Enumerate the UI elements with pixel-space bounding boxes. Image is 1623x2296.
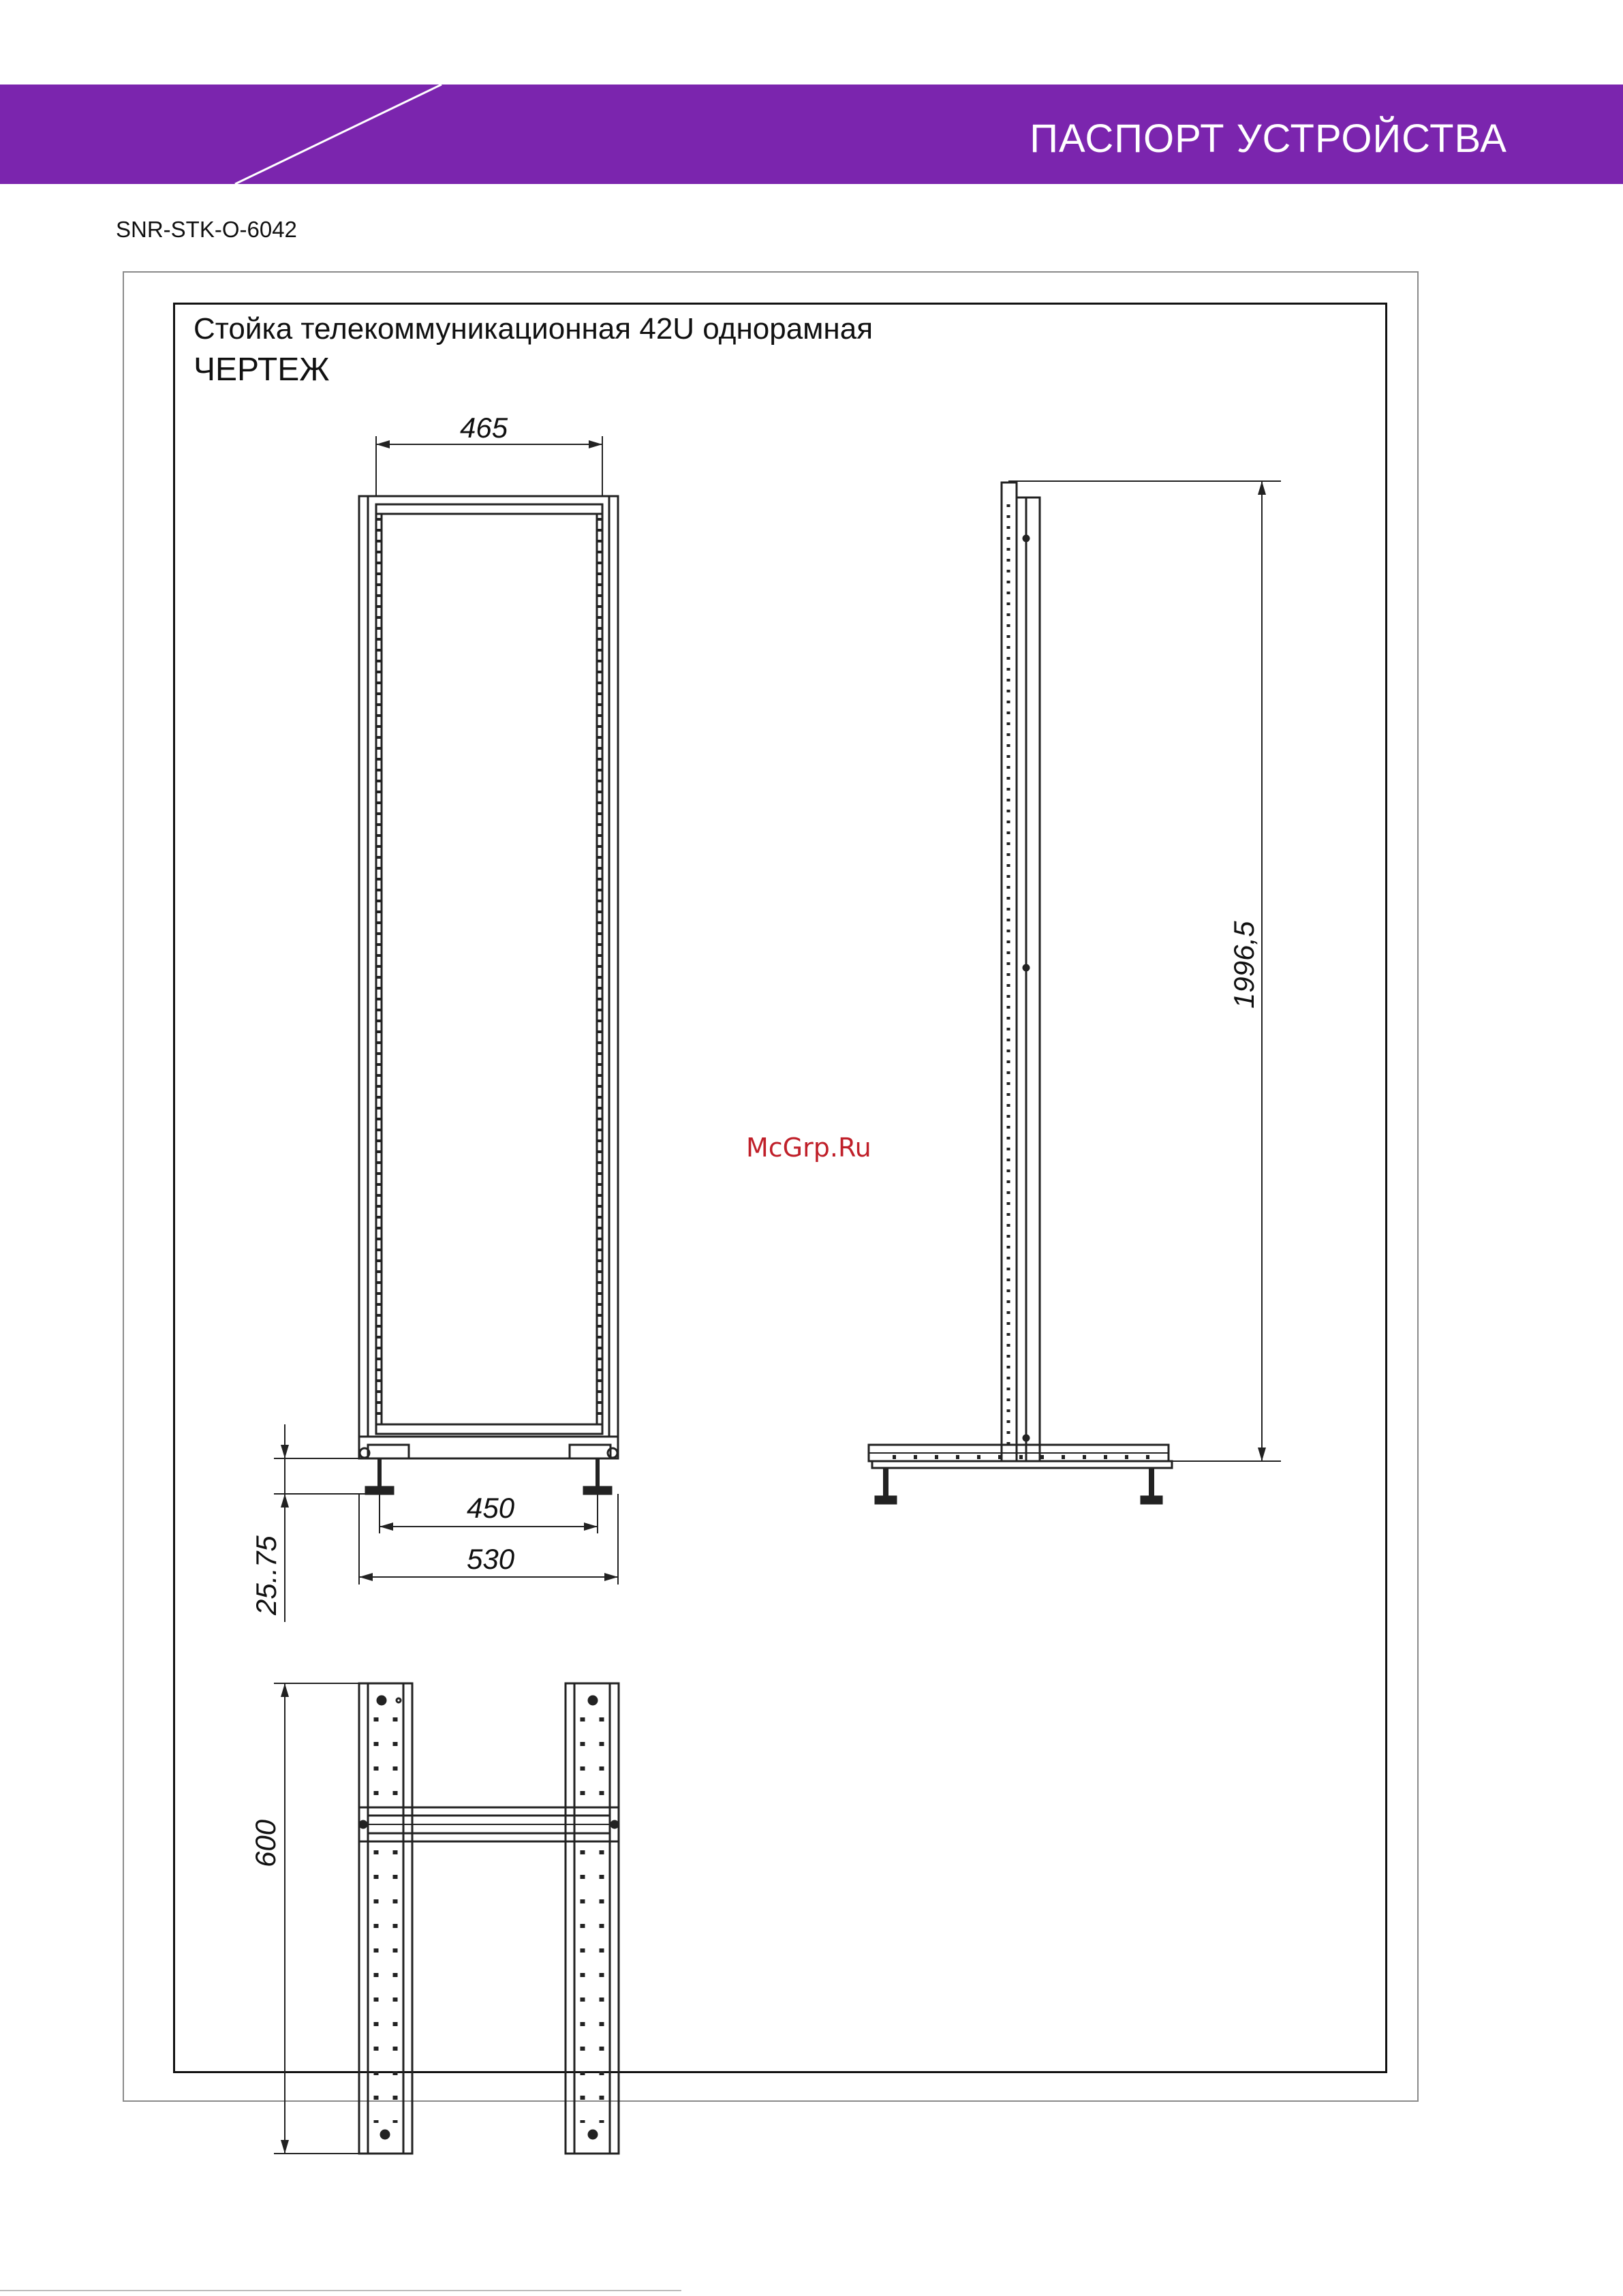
dim-465: 465	[460, 412, 508, 444]
side-view	[869, 481, 1281, 1503]
dim-450: 450	[467, 1492, 515, 1524]
dim-530: 530	[467, 1543, 515, 1575]
dim-600: 600	[249, 1819, 281, 1867]
front-view	[274, 436, 618, 1622]
watermark: McGrp.Ru	[746, 1133, 871, 1163]
dim-1996-5: 1996,5	[1228, 921, 1260, 1009]
drawing-title: Стойка телекоммуникационная 42U однорамная	[194, 312, 874, 346]
top-view	[274, 1683, 619, 2154]
footer-line	[0, 2290, 681, 2291]
drawing-subtitle: ЧЕРТЕЖ	[194, 352, 330, 388]
header-title: ПАСПОРТ УСТРОЙСТВА	[1030, 117, 1507, 161]
dim-foot-height: 25..75	[250, 1535, 282, 1615]
model-code: SNR-STK-O-6042	[116, 217, 297, 242]
